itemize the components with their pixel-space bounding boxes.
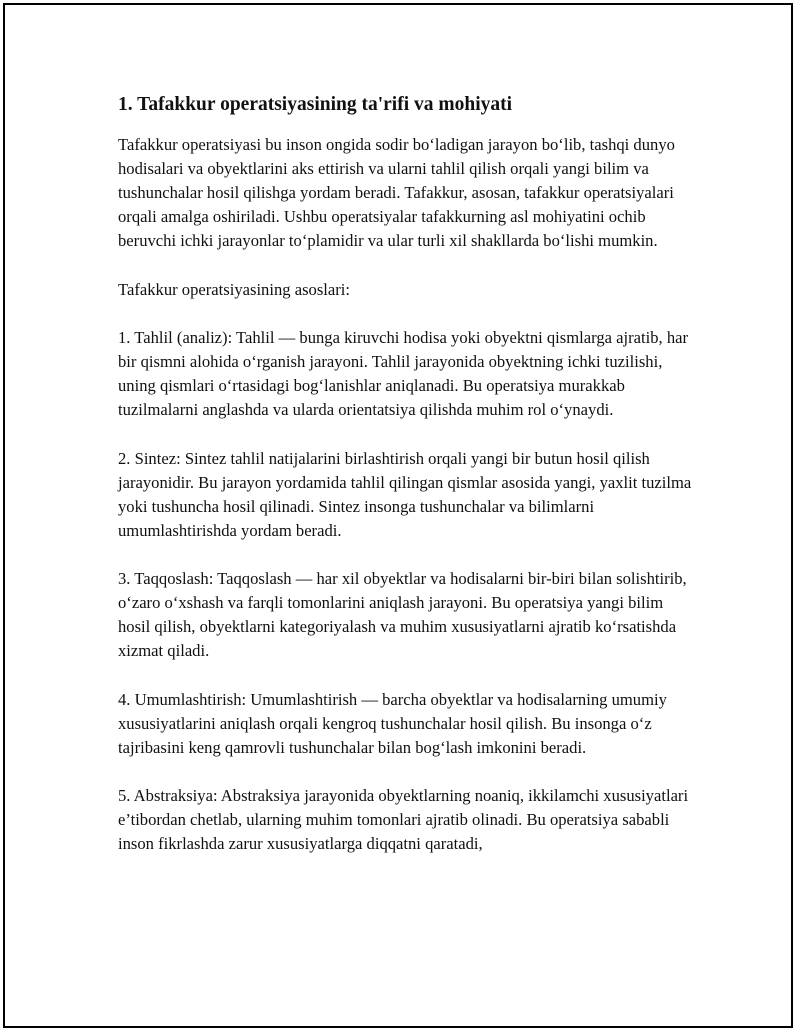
item-analysis: 1. Tahlil (analiz): Tahlil — bunga kiruvchi hodisa yoki obyektni qismlarga ajratib, har bir qismni alohida o‘rganish jarayoni. Tahlil jarayonida obyektning ichki tuzilishi, uning qismlari o‘rtasidagi bog‘lanishlar aniqlanadi. Bu operatsiya murakkab tuzilmalarni anglashda va ularda orientatsiya qilishda muhim rol o‘ynaydi. — [118, 327, 689, 420]
basics-heading: Tafakkur operatsiyasining asoslari: — [118, 279, 351, 299]
item-abstraction: 5. Abstraksiya: Abstraksiya jarayonida obyektlarning noaniq, ikkilamchi xususiyatlari e’tibordan chetlab, ularning muhim tomonlari ajratib olinadi. Bu operatsiya sababli inson fikrlashda zarur xususiyatlarga diqqatni qaratadi, — [118, 786, 689, 854]
section-title: 1. Tafakkur operatsiyasining ta'rifi va mohiyati — [118, 94, 513, 115]
intro-paragraph: Tafakkur operatsiyasi bu inson ongida sodir bo‘ladigan jarayon bo‘lib, tashqi dunyo hodisalari va obyektlarini aks ettirish va ularni tahlil qilish orqali yangi bilim va tushunchalar hosil qilishga yordam beradi. Tafakkur, asosan, tafakkur operatsiyalari orqali amalga oshiriladi. Ushbu operatsiyalar tafakkurning asl mohiyatini ochib beruvchi ichki jarayonlar to‘plamidir va ular turli xil shakllarda bo‘lishi mumkin. — [118, 135, 675, 251]
item-generalization: 4. Umumlashtirish: Umumlashtirish — barcha obyektlar va hodisalarning umumiy xususiyatlarini aniqlash orqali kengroq tushunchalar hosil qilish. Bu insonga o‘z tajribasini keng qamrovli tushunchalar bilan bog‘lash imkonini beradi. — [118, 689, 667, 757]
document-body — [118, 92, 698, 881]
item-comparison: 3. Taqqoslash: Taqqoslash — har xil obyektlar va hodisalarni bir-biri bilan solishtirib, o‘zaro o‘xshash va farqli tomonlarini aniqlash jarayoni. Bu operatsiya yangi bilim hosil qilish, obyektlarni kategoriyalash va muhim xususiyatlarni ajratib ko‘rsatishda xizmat qiladi. — [118, 569, 687, 661]
item-synthesis: 2. Sintez: Sintez tahlil natijalarini birlashtirish orqali yangi bir butun hosil qilish jarayonidir. Bu jarayon yordamida tahlil qilingan qismlar asosida yangi, yaxlit tuzilma yoki tushuncha hosil qilinadi. Sintez insonga tushunchalar va bilimlarni umumlashtirishda yordam beradi. — [118, 448, 692, 540]
